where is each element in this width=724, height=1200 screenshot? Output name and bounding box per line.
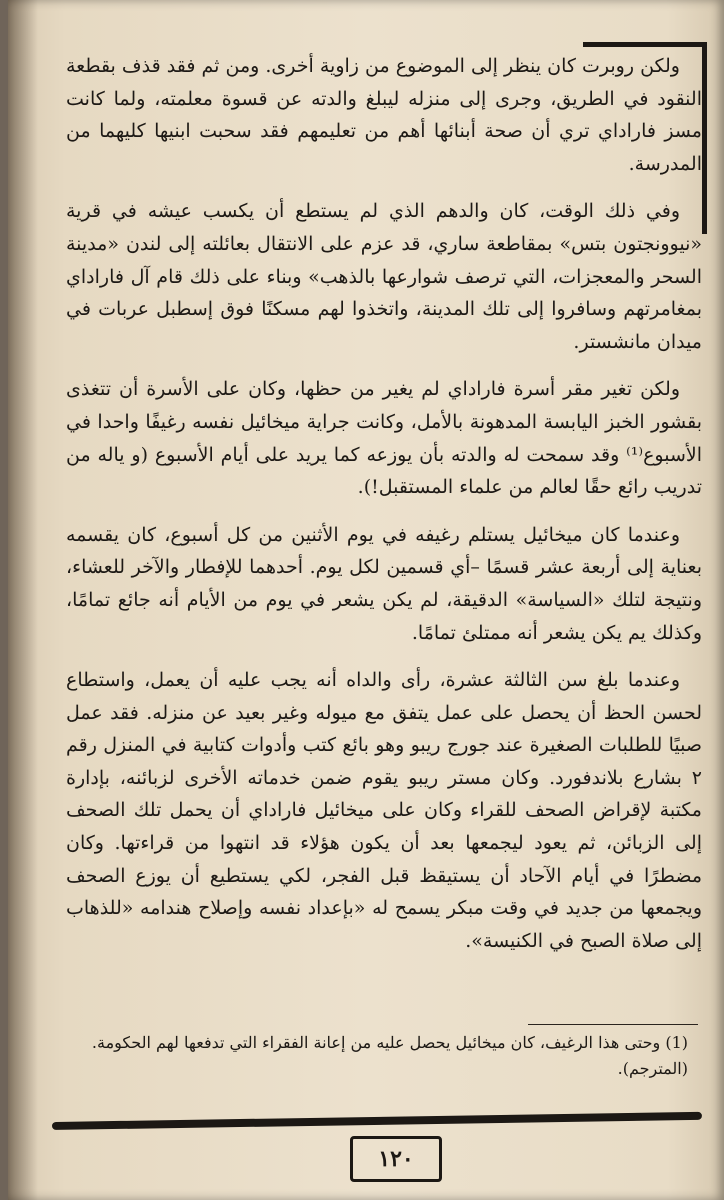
footnote-1: (1) وحتى هذا الرغيف، كان ميخائيل يحصل عليه من إعانة الفقراء التي تدفعها لهم الحكومة. [91,1033,688,1052]
corner-decoration-horizontal [583,42,707,47]
body-text [66,50,702,972]
paragraph-4: وعندما كان ميخائيل يستلم رغيفه في يوم الأثنين من كل أسبوع، كان يقسمه بعناية إلى أربعة عشر قسمًا –أي قسمين لكل يوم. أحدهما للإفطار والآخر للعشاء، ونتيجة لتلك «السياسة» الدقيقة، لم يكن يشعر في يوم من الأيام أنه جائع تمامًا، وكذلك يم يكن يشعر أنه ممتلئ تمامًا. [66,523,702,644]
footnote-separator [528,1024,698,1025]
footnote-1-credit: (المترجم). [617,1059,688,1078]
bottom-rule [52,1112,702,1130]
book-page [8,0,724,1200]
paragraph-5: وعندما بلغ سن الثالثة عشرة، رأى والداه أنه يجب عليه أن يعمل، واستطاع لحسن الحظ أن يحصل على عمل يتفق مع ميوله وغير بعيد عن منزله. فقد عمل صبيًا للطلبات الصغيرة عند جورج ريبو وهو بائع كتب وأدوات كتابية في المنزل رقم ٢ بشارع بلاندفورد. وكان مستر ريبو يقوم ضمن خدماته الأخرى لزبائنه، بإدارة مكتبة لإقراض الصحف للقراء وكان على ميخائيل فاراداي أن يحمل تلك الصحف إلى الزبائن، ثم يعود ليجمعها بعد أن يكون هؤلاء قد انتهوا من قراءتها. وكان مضطرًا في أيام الآحاد أن يستيقظ قبل الفجر، لكي يستطيع أن يوزع الصحف ويجمعها من جديد في وقت مبكر يسمح له «بإعداد نفسه وإصلاح هندامه «للذهاب إلى صلاة الصبح في الكنيسة». [66,669,702,952]
spine-shadow [8,0,38,1200]
footnotes [68,1030,688,1082]
paragraph-1: ولكن روبرت كان ينظر إلى الموضوع من زاوية أخرى. ومن ثم فقد قذف بقطعة النقود في الطريق، وجرى إلى منزله ليبلغ والدته عن قسوة معلمته، ولما كانت مسز فاراداي تري أن صحة أبنائها أهم من تعليمهم فقد سحبت ابنيها كليهما من المدرسة. [66,55,702,175]
paragraph-2: وفي ذلك الوقت، كان والدهم الذي لم يستطع أن يكسب عيشه في قرية «نيوونجتون بتس» بمقاطعة ساري، قد عزم على الانتقال بعائلته إلى لندن «مدينة السحر والمعجزات، التي ترصف شوارعها بالذهب» وبناء على ذلك قام آل فاراداي بمغامرتهم وسافروا إلى تلك المدينة، واتخذوا لهم مسكنًا فوق إسطبل عربات في ميدان مانشستر. [66,200,702,353]
paragraph-3: ولكن تغير مقر أسرة فاراداي لم يغير من حظها، وكان على الأسرة أن تتغذى بقشور الخبز اليابسة المدهونة بالأمل، وكانت جراية ميخائيل نفسه رغيفًا واحدا في الأسبوع⁽¹⁾ وقد سمحت له والدته بأن يوزعه كما يريد على أيام الأسبوع (و ياله من تدريب رائع حقًا لعالم من علماء المستقبل!). [66,378,702,499]
corner-decoration-vertical [702,42,707,234]
page-number: ١٢٠ [350,1136,442,1182]
